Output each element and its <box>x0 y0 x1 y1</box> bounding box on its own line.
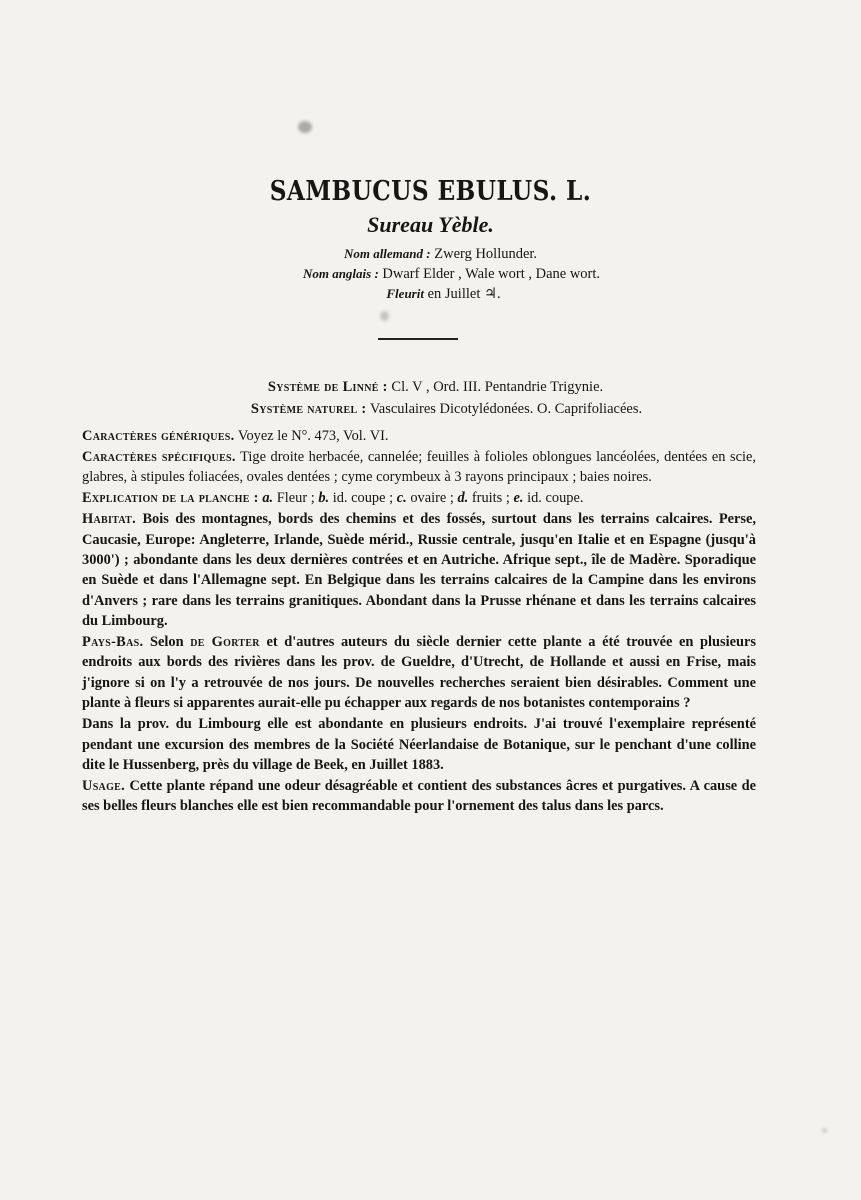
linne-system-line <box>0 376 861 398</box>
description-body <box>82 426 756 817</box>
generic-characters-label: Caractères génériques. <box>82 428 235 444</box>
english-name-line <box>0 264 861 284</box>
plate-item-text: ovaire ; <box>410 490 454 507</box>
habitat-paragraph <box>82 509 756 631</box>
classification-block <box>0 376 861 420</box>
usage-label: Usage. <box>82 777 126 794</box>
plate-item-text: id. coupe. <box>527 490 584 507</box>
netherlands-label: Pays-Bas. <box>82 634 144 651</box>
paper-speck <box>298 121 312 133</box>
usage-paragraph <box>82 776 756 817</box>
flowering-line <box>0 284 861 304</box>
plate-item-text: Fleur ; <box>276 490 315 507</box>
page-title: SAMBUCUS EBULUS. L. <box>269 176 592 207</box>
english-name-label: Nom anglais : <box>302 266 379 281</box>
flowering-label: Fleurit <box>386 286 424 301</box>
generic-characters-text: Voyez le N°. 473, Vol. VI. <box>237 428 389 444</box>
linne-system-value: Cl. V , Ord. III. Pentandrie Trigynie. <box>391 379 604 395</box>
netherlands-intro: Selon <box>149 634 184 651</box>
plate-explanation-label: Explication de la planche : <box>82 490 259 507</box>
netherlands-author: de Gorter <box>190 634 260 651</box>
generic-characters-paragraph <box>82 426 756 446</box>
german-name-line <box>0 244 861 264</box>
plate-item-text: id. coupe ; <box>332 490 394 507</box>
limbourg-paragraph: Dans la prov. du Limbourg elle est abondante en plusieurs endroits. J'ai trouvé l'exemplaire représenté pendant une excursion des membres de la Société Néerlandaise de Botanique, sur le penchant d'une colline dite le Hussenberg, près du village de Beek, en Juillet 1883. <box>82 716 756 773</box>
habitat-label: Habitat. <box>82 511 137 528</box>
flowering-value: en Juillet ♃. <box>427 286 501 302</box>
vernacular-names <box>0 244 861 304</box>
natural-system-label: Système naturel : <box>250 401 367 417</box>
plate-item-letter: a. <box>262 490 274 507</box>
english-name-value: Dwarf Elder , Wale wort , Dane wort. <box>382 266 601 282</box>
specific-characters-text: Tige droite herbacée, cannelée; feuilles à folioles oblongues lancéolées, dentées en scie, glabres, à stipules foliacées, ovales dentées ; cyme corymbeux à 3 rayons principaux ; baies noires. <box>82 448 756 486</box>
plate-explanation-paragraph <box>82 488 756 508</box>
paper-speck <box>822 1128 827 1133</box>
natural-system-value: Vasculaires Dicotylédonées. O. Caprifoliacées. <box>369 401 643 417</box>
netherlands-text: et d'autres auteurs du siècle dernier cette plante a été trouvée en plusieurs endroits aux bords des rivières dans les prov. de Gueldre, d'Utrecht, de Hollande et aussi en Frise, mais j'ignore si on l'y a retrouvée de nos jours. De nouvelles recherches seraient bien désirables. Comment une plante à fleurs si apparentes aurait-elle pu échapper aux regards de nos botanistes contemporains ? <box>82 634 756 712</box>
specific-characters-label: Caractères spécifiques. <box>82 448 236 465</box>
plate-item-letter: d. <box>457 490 469 507</box>
divider-rule <box>378 338 458 340</box>
plate-item-letter: b. <box>318 490 330 507</box>
natural-system-line <box>0 398 861 420</box>
plate-item-text: fruits ; <box>471 490 510 507</box>
plate-item-letter: c. <box>396 490 407 507</box>
german-name-label: Nom allemand : <box>343 246 431 261</box>
netherlands-paragraph <box>82 632 756 714</box>
specific-characters-paragraph <box>82 447 756 488</box>
habitat-text: Bois des montagnes, bords des chemins et des fossés, surtout dans les terrains calcaires. Perse, Caucasie, Europe: Angleterre, Irlande, Suède mérid., Russie centrale, jusqu'en Italie et en Espagne (jusqu'à 3000') ; abondante dans les deux dernières contrées et en Autriche. Afrique sept., île de Madère. Sporadique en Suède et dans l'Allemagne sept. En Belgique dans les terrains calcaires de la Campine dans les environs d'Anvers ; rare dans les terrains granitiques. Abondant dans la Prusse rhénane et dans les terrains calcaires du Limbourg. <box>82 511 756 630</box>
paper-speck <box>380 311 389 321</box>
usage-text: Cette plante répand une odeur désagréable et contient des substances âcres et purgatives. A cause de ses belles fleurs blanches elle est bien recommandable pour l'ornement des talus dans les parcs. <box>82 777 756 815</box>
german-name-value: Zwerg Hollunder. <box>434 246 538 262</box>
common-name: Sureau Yèble. <box>367 212 494 237</box>
plate-item-letter: e. <box>513 490 524 507</box>
linne-system-label: Système de Linné : <box>267 379 388 395</box>
